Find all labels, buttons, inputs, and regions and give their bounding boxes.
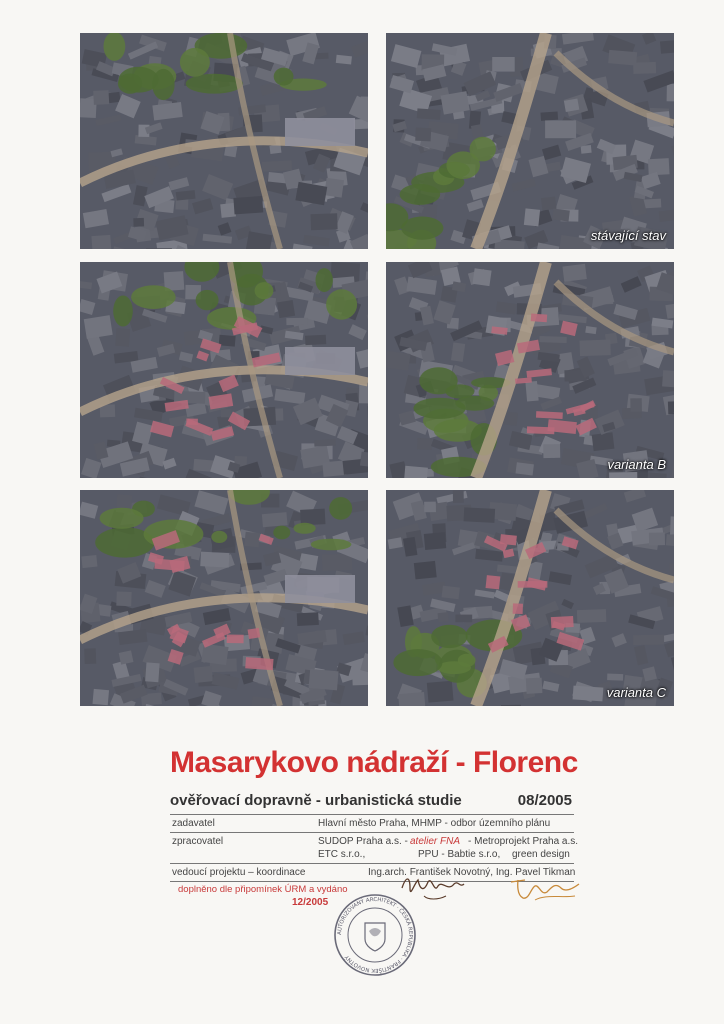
revision-date: 12/2005 <box>292 897 329 908</box>
aerial-view-panel-3 <box>80 262 368 478</box>
contractor-3: - Metroprojekt Praha a.s. <box>468 836 579 847</box>
project-lead-value: Ing.arch. František Novotný, Ing. Pavel Tikman <box>368 867 576 878</box>
divider <box>170 814 574 815</box>
aerial-view-panel-5 <box>80 490 368 706</box>
aerial-render-1 <box>80 33 368 249</box>
aerial-render-6 <box>386 490 674 706</box>
contractor-6: green design <box>512 849 570 860</box>
aerial-render-2 <box>386 33 674 249</box>
aerial-view-panel-6 <box>386 490 674 706</box>
contractor-1: SUDOP Praha a.s. - <box>318 836 408 847</box>
stamp-text: AUTORIZOVANÝ ARCHITEKT · ČESKÁ REPUBLIKA · FRANTIŠEK NOVOTNÝ <box>336 896 414 974</box>
contractor-label: zpracovatel <box>172 836 224 847</box>
client-label: zadavatel <box>172 818 215 829</box>
panel-caption-variant-b: varianta B <box>607 457 666 472</box>
aerial-view-panel-2 <box>386 33 674 249</box>
contractor-2: atelier FNA <box>410 836 461 847</box>
aerial-render-4 <box>386 262 674 478</box>
divider <box>170 832 574 833</box>
panel-caption-variant-c: varianta C <box>606 685 666 700</box>
panel-caption-existing: stávající stav <box>590 228 666 243</box>
subtitle-row <box>170 792 574 812</box>
client-value: Hlavní město Praha, MHMP - odbor územního plánu <box>318 818 551 829</box>
document-date: 08/2005 <box>517 792 572 809</box>
aerial-render-5 <box>80 490 368 706</box>
project-lead-label: vedoucí projektu – koordinace <box>172 867 306 878</box>
aerial-render-3 <box>80 262 368 478</box>
aerial-view-panel-1 <box>80 33 368 249</box>
aerial-view-panel-4 <box>386 262 674 478</box>
document-subtitle: ověřovací dopravně - urbanistická studie <box>170 792 462 809</box>
document-title: Masarykovo nádraží - Florenc <box>170 746 578 779</box>
signature-tikman <box>505 870 585 906</box>
architect-stamp <box>333 893 417 977</box>
revision-note: doplněno dle připomínek ÚRM a vydáno <box>178 884 348 895</box>
divider <box>170 863 574 864</box>
contractor-5: PPU - Babtie s.r.o, <box>418 849 501 860</box>
contractor-4: ETC s.r.o., <box>318 849 366 860</box>
